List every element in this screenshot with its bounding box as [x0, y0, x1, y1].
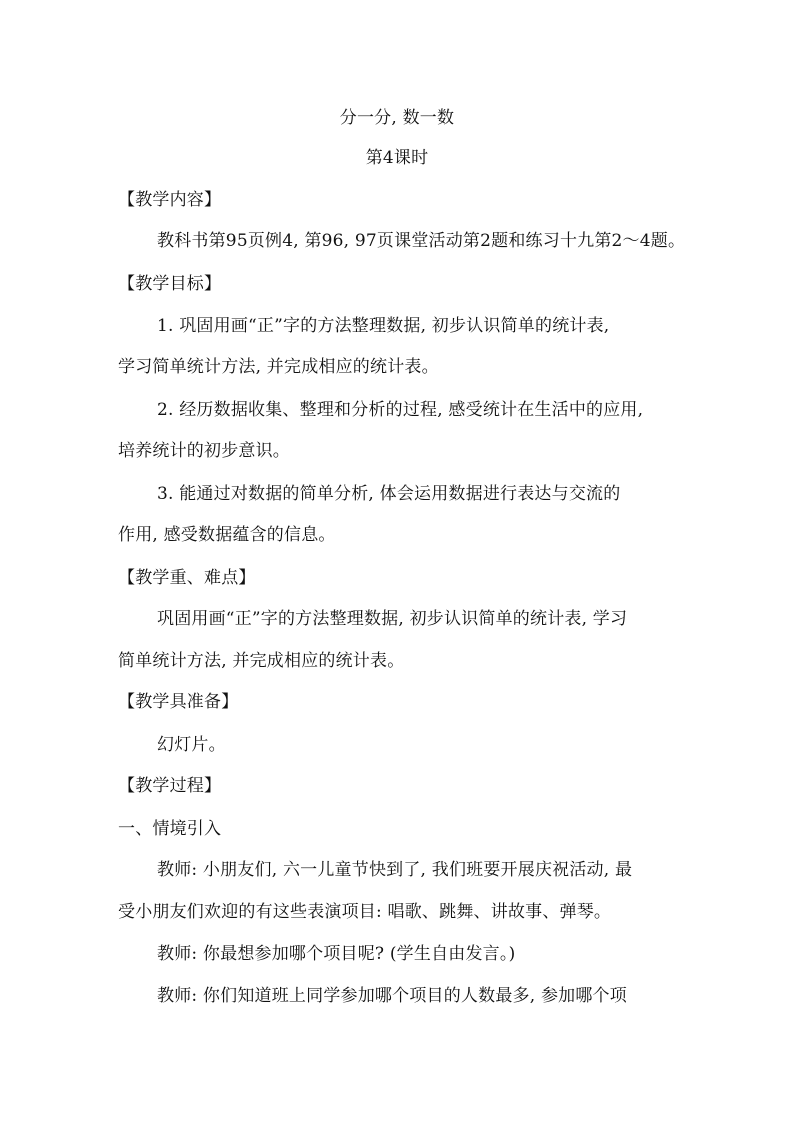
part-1-heading: 一、情境引入	[118, 819, 222, 839]
goal-1-line-1: 1. 巩固用画“正”字的方法整理数据, 初步认识简单的统计表,	[157, 316, 610, 336]
key-points-line-2: 简单统计方法, 并完成相应的统计表。	[118, 651, 405, 671]
content-heading: 【教学内容】	[118, 190, 222, 210]
goal-2-line-2: 培养统计的初步意识。	[118, 441, 290, 461]
page-title: 分一分, 数一数	[339, 108, 455, 128]
key-points-line-1: 巩固用画“正”字的方法整理数据, 初步认识简单的统计表, 学习	[157, 609, 628, 629]
goal-3-line-1: 3. 能通过对数据的简单分析, 体会运用数据进行表达与交流的	[157, 484, 621, 504]
teacher-line-1b: 受小朋友们欢迎的有这些表演项目: 唱歌、跳舞、讲故事、弹琴。	[118, 902, 612, 922]
goal-3-line-2: 作用, 感受数据蕴含的信息。	[118, 525, 336, 545]
goal-2-line-1: 2. 经历数据收集、整理和分析的过程, 感受统计在生活中的应用,	[157, 400, 644, 420]
goal-1-line-2: 学习简单统计方法, 并完成相应的统计表。	[118, 357, 439, 377]
process-heading: 【教学过程】	[118, 776, 222, 796]
teacher-line-2: 教师: 你最想参加哪个项目呢? (学生自由发言。)	[157, 944, 516, 964]
content-text: 教科书第95页例4, 第96, 97页课堂活动第2题和练习十九第2～4题。	[157, 231, 686, 251]
goals-heading: 【教学目标】	[118, 274, 222, 294]
preparation-heading: 【教学具准备】	[118, 692, 239, 712]
page-subtitle: 第4课时	[365, 148, 429, 168]
key-points-heading: 【教学重、难点】	[118, 568, 256, 588]
preparation-text: 幻灯片。	[157, 735, 226, 755]
teacher-line-1a: 教师: 小朋友们, 六一儿童节快到了, 我们班要开展庆祝活动, 最	[157, 860, 633, 880]
teacher-line-3: 教师: 你们知道班上同学参加哪个项目的人数最多, 参加哪个项	[157, 986, 627, 1006]
